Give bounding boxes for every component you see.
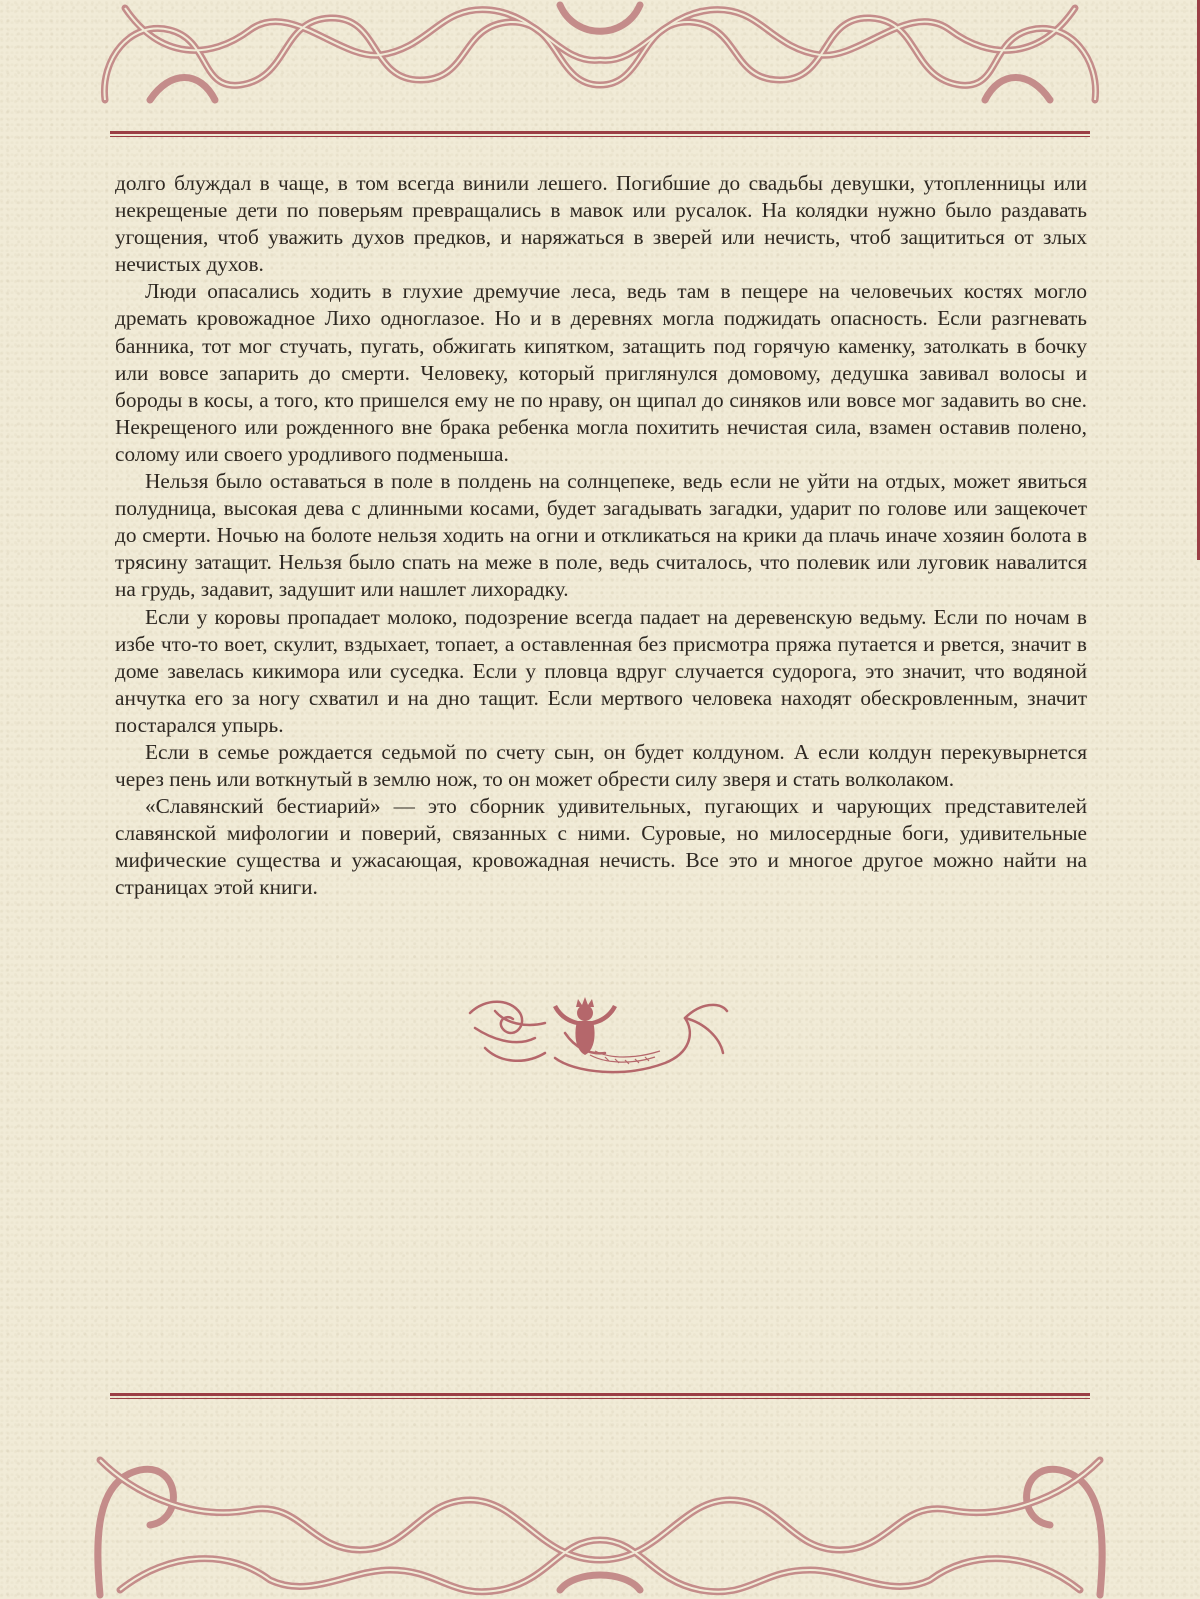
top-double-rule	[110, 131, 1090, 138]
bottom-double-rule	[110, 1393, 1090, 1400]
paragraph: Нельзя было оставаться в поле в полдень на солнцепеке, ведь если не уйти на отдых, может явиться полудница, высокая дева с длинными косами, будет загадывать загадки, ударит по голове или защекочет до смерти. Ночью на болоте нельзя ходить на огни и откликаться на крики да плачь иначе хозяин болота в трясину затащит. Нельзя было спать на меже в поле, ведь считалось, что полевик или луговик навалится на грудь, задавит, задушит или нашлет лихорадку.	[115, 469, 1087, 602]
paragraph: долго блуждал в чаще, в том всегда винили лешего. Погибшие до свадьбы девушки, утопленницы или некрещеные дети по поверьям превращались в мавок или русалок. На колядки нужно было раздавать угощения, чтоб уважить духов предков, и наряжаться в зверей или нечисть, чтоб защититься от злых нечистых духов.	[115, 171, 1087, 277]
paragraph: «Славянский бестиарий» — это сборник удивительных, пугающих и чарующих представителей славянской мифологии и поверий, связанных с ними. Суровые, но милосердные боги, удивительные мифические существа и ужасающая, кровожадная нечисть. Все это и многое другое можно найти на страницах этой книги.	[115, 794, 1087, 900]
paragraph: Люди опасались ходить в глухие дремучие леса, ведь там в пещере на человечьих костях могло дремать кровожадное Лихо одноглазое. Но и в деревнях могла поджидать опасность. Если разгневать банника, тот мог стучать, пугать, обжигать кипятком, затащить под горячую каменку, затолкать в бочку или вовсе запарить до смерти. Человеку, который приглянулся домовому, дедушка завивал волосы и бороды в косы, а того, кто пришелся ему не по нраву, он щипал до синяков или вовсе мог задавить во сне. Некрещеного или рожденного вне брака ребенка могла похитить нечистая сила, взамен оставив полено, солому или своего уродливого подменыша.	[115, 279, 1087, 466]
body-text	[115, 170, 1087, 902]
top-knot-border-icon	[0, 0, 1200, 110]
mermaid-vignette-icon	[465, 993, 735, 1083]
bottom-knot-border-icon	[0, 1440, 1200, 1599]
paragraph: Если у коровы пропадает молоко, подозрение всегда падает на деревенскую ведьму. Если по ночам в избе что-то воет, скулит, вздыхает, топает, а оставленная без присмотра пряжа путается и рвется, значит в доме завелась кикимора или суседка. Если у пловца вдруг случается судорога, это значит, что водяной анчутка его за ногу схватил и на дно тащит. Если мертвого человека находят обескровленным, значит постарался упырь.	[115, 604, 1087, 737]
paragraph: Если в семье рождается седьмой по счету сын, он будет колдуном. А если колдун перекувырнется через пень или воткнутый в землю нож, то он может обрести силу зверя и стать волколаком.	[115, 739, 1087, 792]
